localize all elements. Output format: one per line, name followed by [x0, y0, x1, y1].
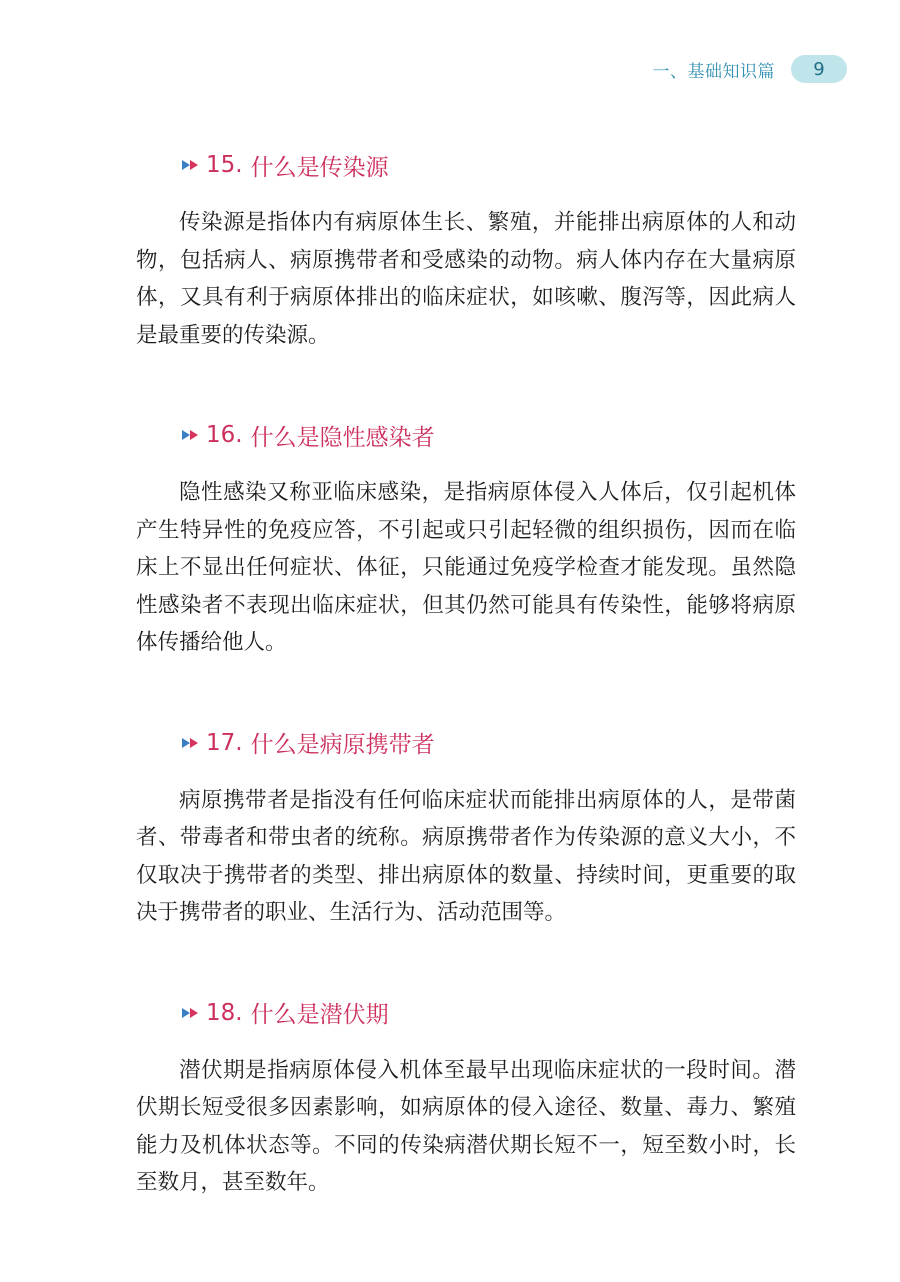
section-17 [136, 726, 796, 932]
section-18 [136, 996, 796, 1202]
section-paragraph: 隐性感染又称亚临床感染，是指病原体侵入人体后，仅引起机体产生特异性的免疫应答，不引起或只引起轻微的组织损伤，因而在临床上不显出任何症状、体征，只能通过免疫学检查才能发现。虽然隐性感染者不表现出临床症状，但其仍然可能具有传染性，能够将病原体传播给他人。 [136, 480, 796, 655]
section-heading [182, 726, 796, 760]
page-content [136, 148, 796, 1266]
section-heading [182, 148, 796, 182]
section-paragraph: 潜伏期是指病原体侵入机体至最早出现临床症状的一段时间。潜伏期长短受很多因素影响，如病原体的侵入途径、数量、毒力、繁殖能力及机体状态等。不同的传染病潜伏期长短不一，短至数小时，长至数月，甚至数年。 [136, 1057, 796, 1195]
section-title-text: 什么是潜伏期 [250, 1002, 389, 1028]
section-paragraph: 病原携带者是指没有任何临床症状而能排出病原体的人，是带菌者、带毒者和带虫者的统称。病原携带者作为传染源的意义大小，不仅取决于携带者的类型、排出病原体的数量、持续时间，更重要的取决于携带者的职业、生活行为、活动范围等。 [136, 787, 796, 925]
section-16 [136, 418, 796, 662]
section-title-text: 什么是传染源 [250, 154, 389, 181]
page-number-badge: 9 [791, 55, 847, 83]
chapter-title: 一、基础知识篇 [652, 61, 775, 82]
section-heading [182, 996, 796, 1030]
double-arrow-icon [182, 736, 202, 750]
double-arrow-icon [182, 428, 202, 442]
section-paragraph: 传染源是指体内有病原体生长、繁殖，并能排出病原体的人和动物，包括病人、病原携带者和受感染的动物。病人体内存在大量病原体，又具有利于病原体排出的临床症状，如咳嗽、腹泻等，因此病人是最重要的传染源。 [136, 210, 796, 348]
section-number: 17. [206, 729, 243, 756]
section-title-text: 什么是隐性感染者 [250, 424, 435, 451]
page-header [653, 55, 848, 83]
double-arrow-icon [182, 158, 202, 172]
section-title-text: 什么是病原携带者 [250, 732, 435, 758]
double-arrow-icon [182, 1006, 202, 1020]
section-number: 16. [206, 422, 243, 448]
section-15 [136, 148, 796, 354]
section-number: 15. [206, 152, 243, 178]
section-heading [182, 418, 796, 452]
section-number: 18. [206, 999, 243, 1026]
